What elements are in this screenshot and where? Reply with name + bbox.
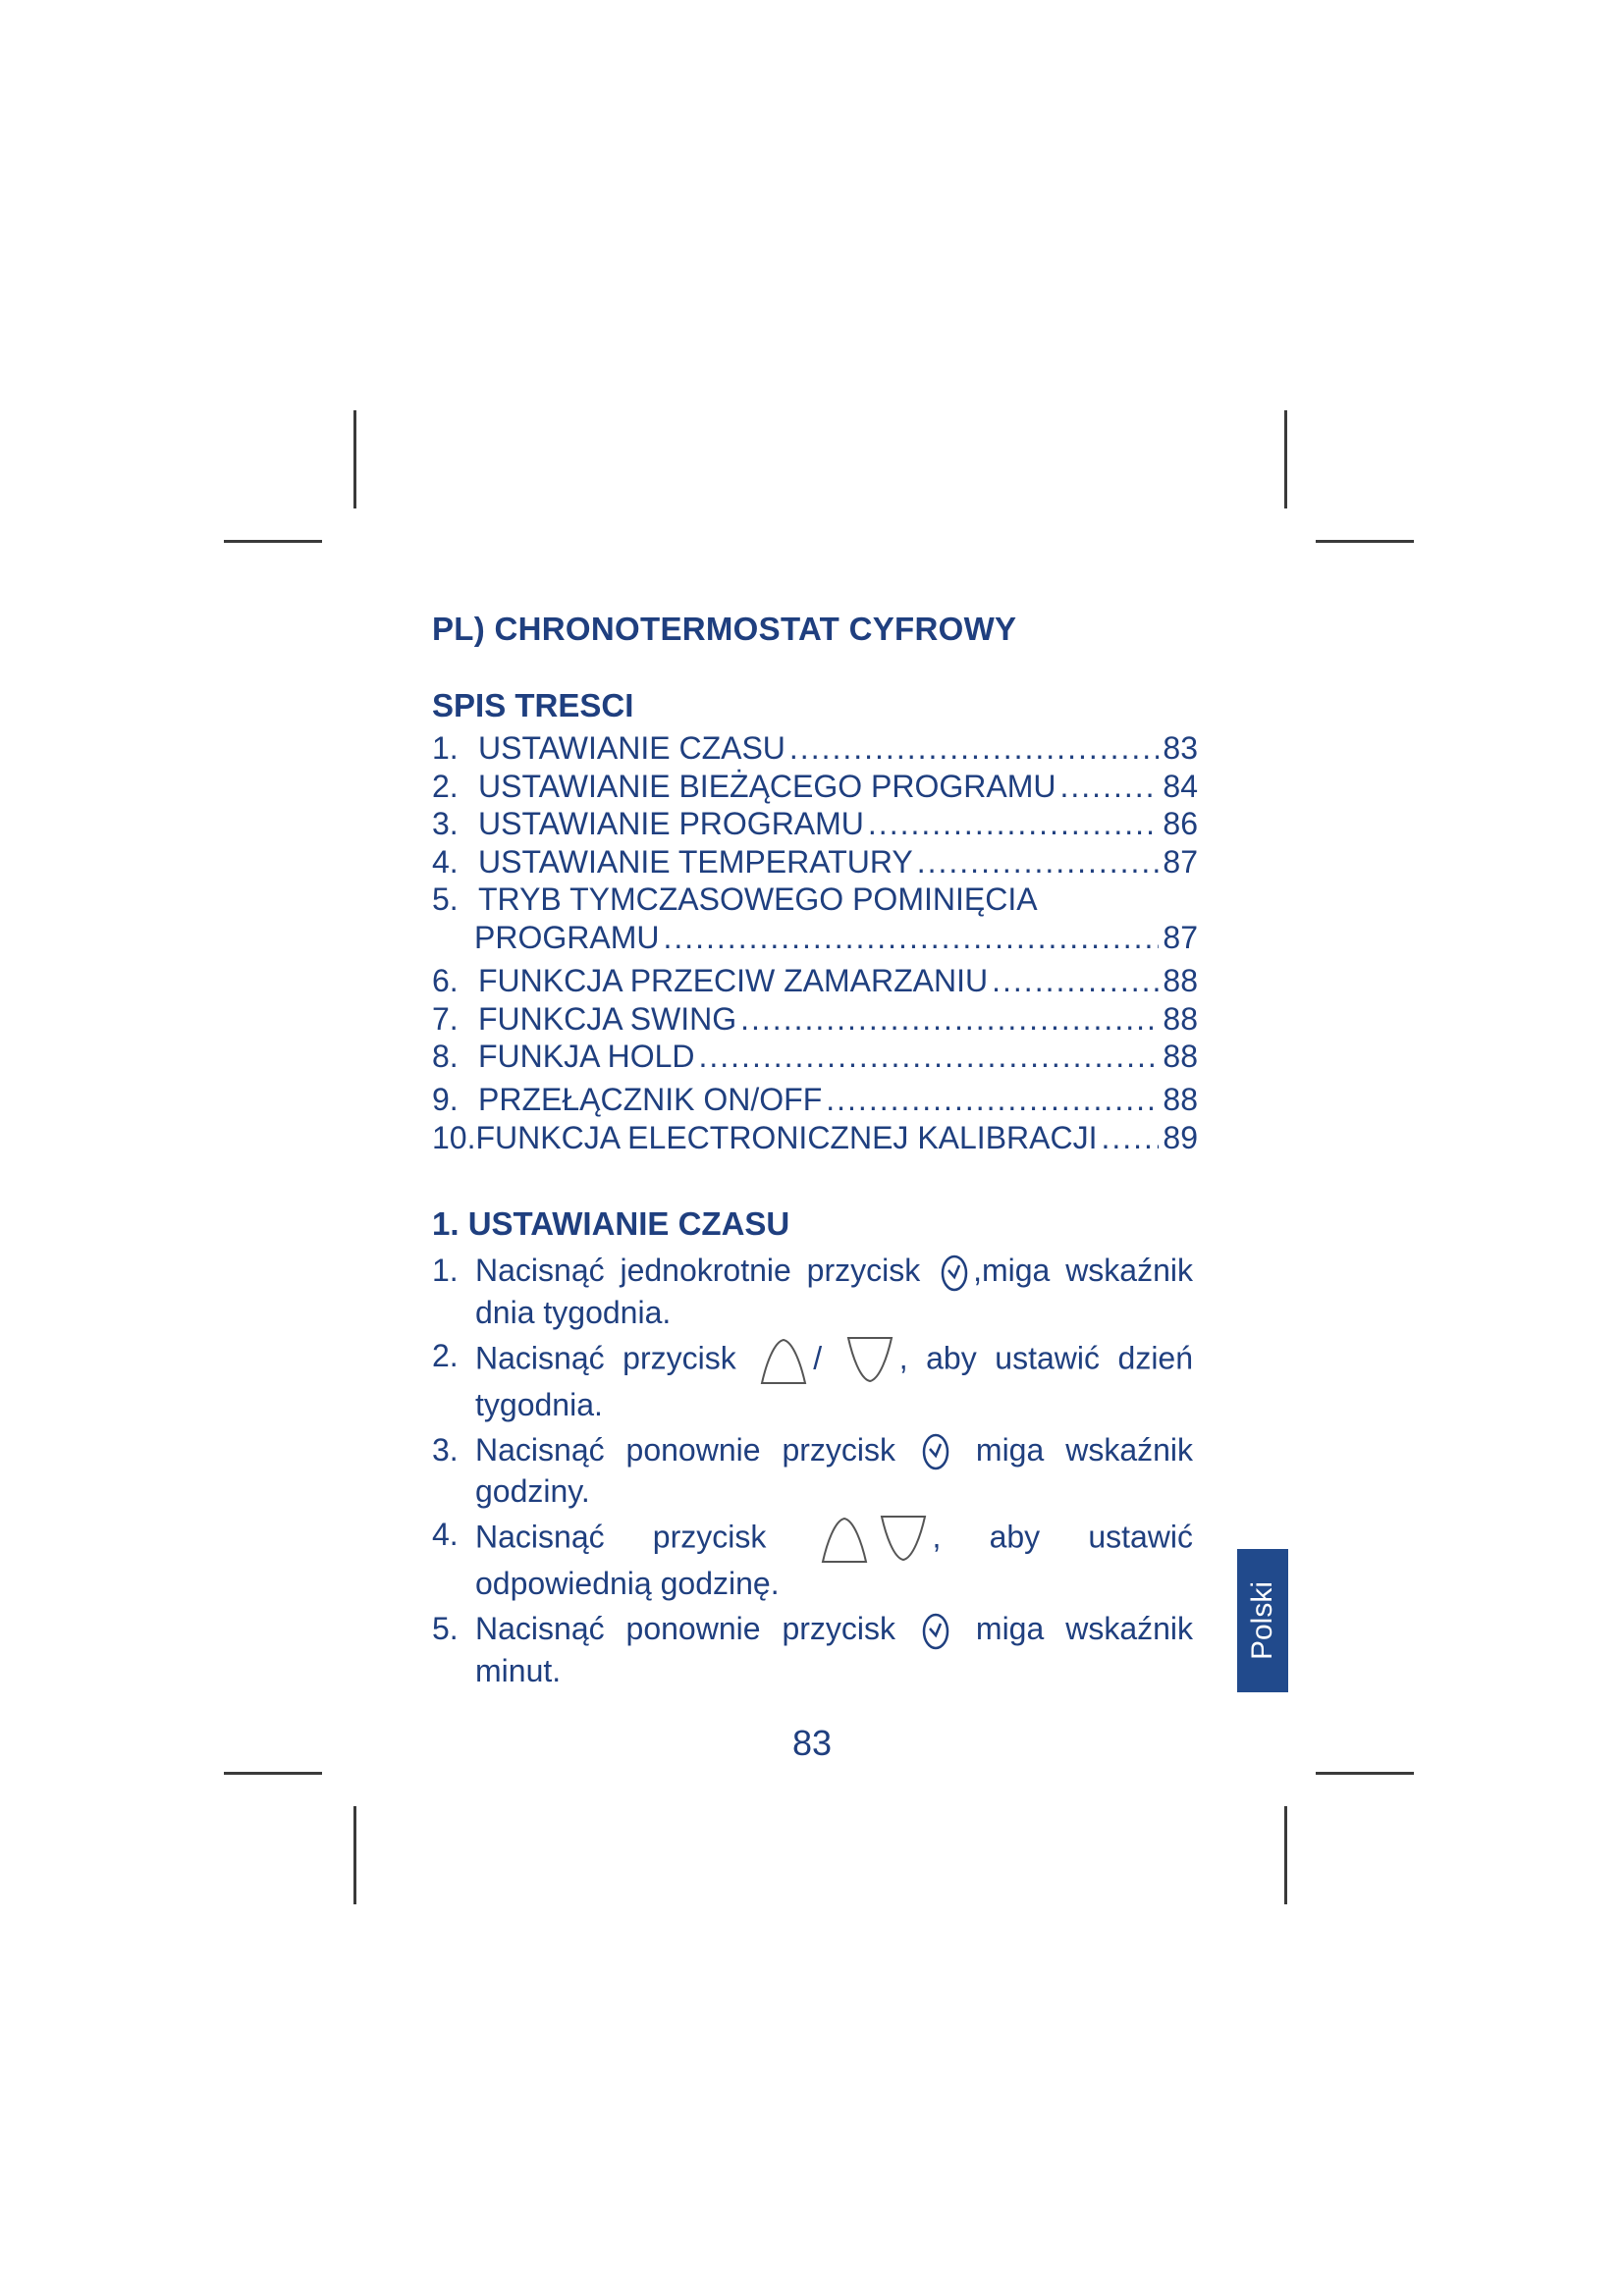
toc-heading: SPIS TRESCI — [432, 687, 634, 723]
crop-mark — [1284, 410, 1287, 508]
toc-item: 3. USTAWIANIE PROGRAMU ..... 86 — [432, 805, 1198, 843]
crop-mark — [353, 1806, 356, 1904]
toc-item: 8. FUNKJA HOLD ..... 88 — [432, 1038, 1198, 1081]
instruction-step: 4. Nacisnąć przycisk , aby ustawić odpowiednią godzinę. — [432, 1517, 1194, 1602]
clock-button-icon — [921, 1612, 950, 1651]
instruction-steps — [432, 1251, 1193, 1690]
toc-item: 4. USTAWIANIE TEMPERATURY ..... 87 — [432, 843, 1198, 881]
toc-item: 7. FUNKCJA SWING ..... 88 — [432, 1000, 1198, 1039]
table-of-contents — [432, 729, 1198, 1156]
section-heading: 1. USTAWIANIE CZASU — [432, 1205, 790, 1242]
crop-mark — [224, 1772, 322, 1775]
toc-item: 6. FUNKCJA PRZECIW ZAMARZANIU ..... 88 — [432, 962, 1198, 1000]
instruction-step: 3. Nacisnąć ponownie przycisk miga wskaźnik godziny. — [432, 1431, 1194, 1510]
toc-item: 2. USTAWIANIE BIEŻĄCEGO PROGRAMU ..... 84 — [432, 768, 1198, 806]
toc-item: 9. PRZEŁĄCZNIK ON/OFF ..... 88 — [432, 1081, 1198, 1119]
up-button-icon — [819, 1515, 870, 1564]
crop-mark — [1284, 1806, 1287, 1904]
instruction-step: 5. Nacisnąć ponownie przycisk miga wskaźnik minut. — [432, 1611, 1194, 1688]
crop-mark — [224, 540, 322, 543]
page-number: 83 — [791, 1723, 833, 1763]
instruction-step: 2. Nacisnąć przycisk / , aby ustawić dzień tygodnia. — [432, 1337, 1194, 1422]
instruction-step: 1. Nacisnąć jednokrotnie przycisk ,miga wskaźnik dnia tygodnia. — [432, 1253, 1194, 1330]
down-button-icon — [844, 1336, 895, 1385]
up-button-icon — [758, 1336, 809, 1385]
crop-mark — [353, 410, 356, 508]
language-tab: Polski — [1237, 1549, 1288, 1692]
toc-item-continuation: PROGRAMU ..... 87 — [432, 919, 1198, 962]
clock-button-icon — [921, 1432, 950, 1471]
down-button-icon — [878, 1515, 929, 1564]
document-title: PL) CHRONOTERMOSTAT CYFROWY — [432, 611, 1017, 647]
toc-item: 1. USTAWIANIE CZASU ..... 83 — [432, 729, 1198, 768]
toc-item: 5. TRYB TYMCZASOWEGO POMINIĘCIA — [432, 881, 1038, 918]
toc-item: 10. FUNKCJA ELECTRONICZNEJ KALIBRACJI ..... 89 — [432, 1119, 1198, 1157]
clock-button-icon — [940, 1254, 969, 1293]
crop-mark — [1316, 540, 1414, 543]
crop-mark — [1316, 1772, 1414, 1775]
